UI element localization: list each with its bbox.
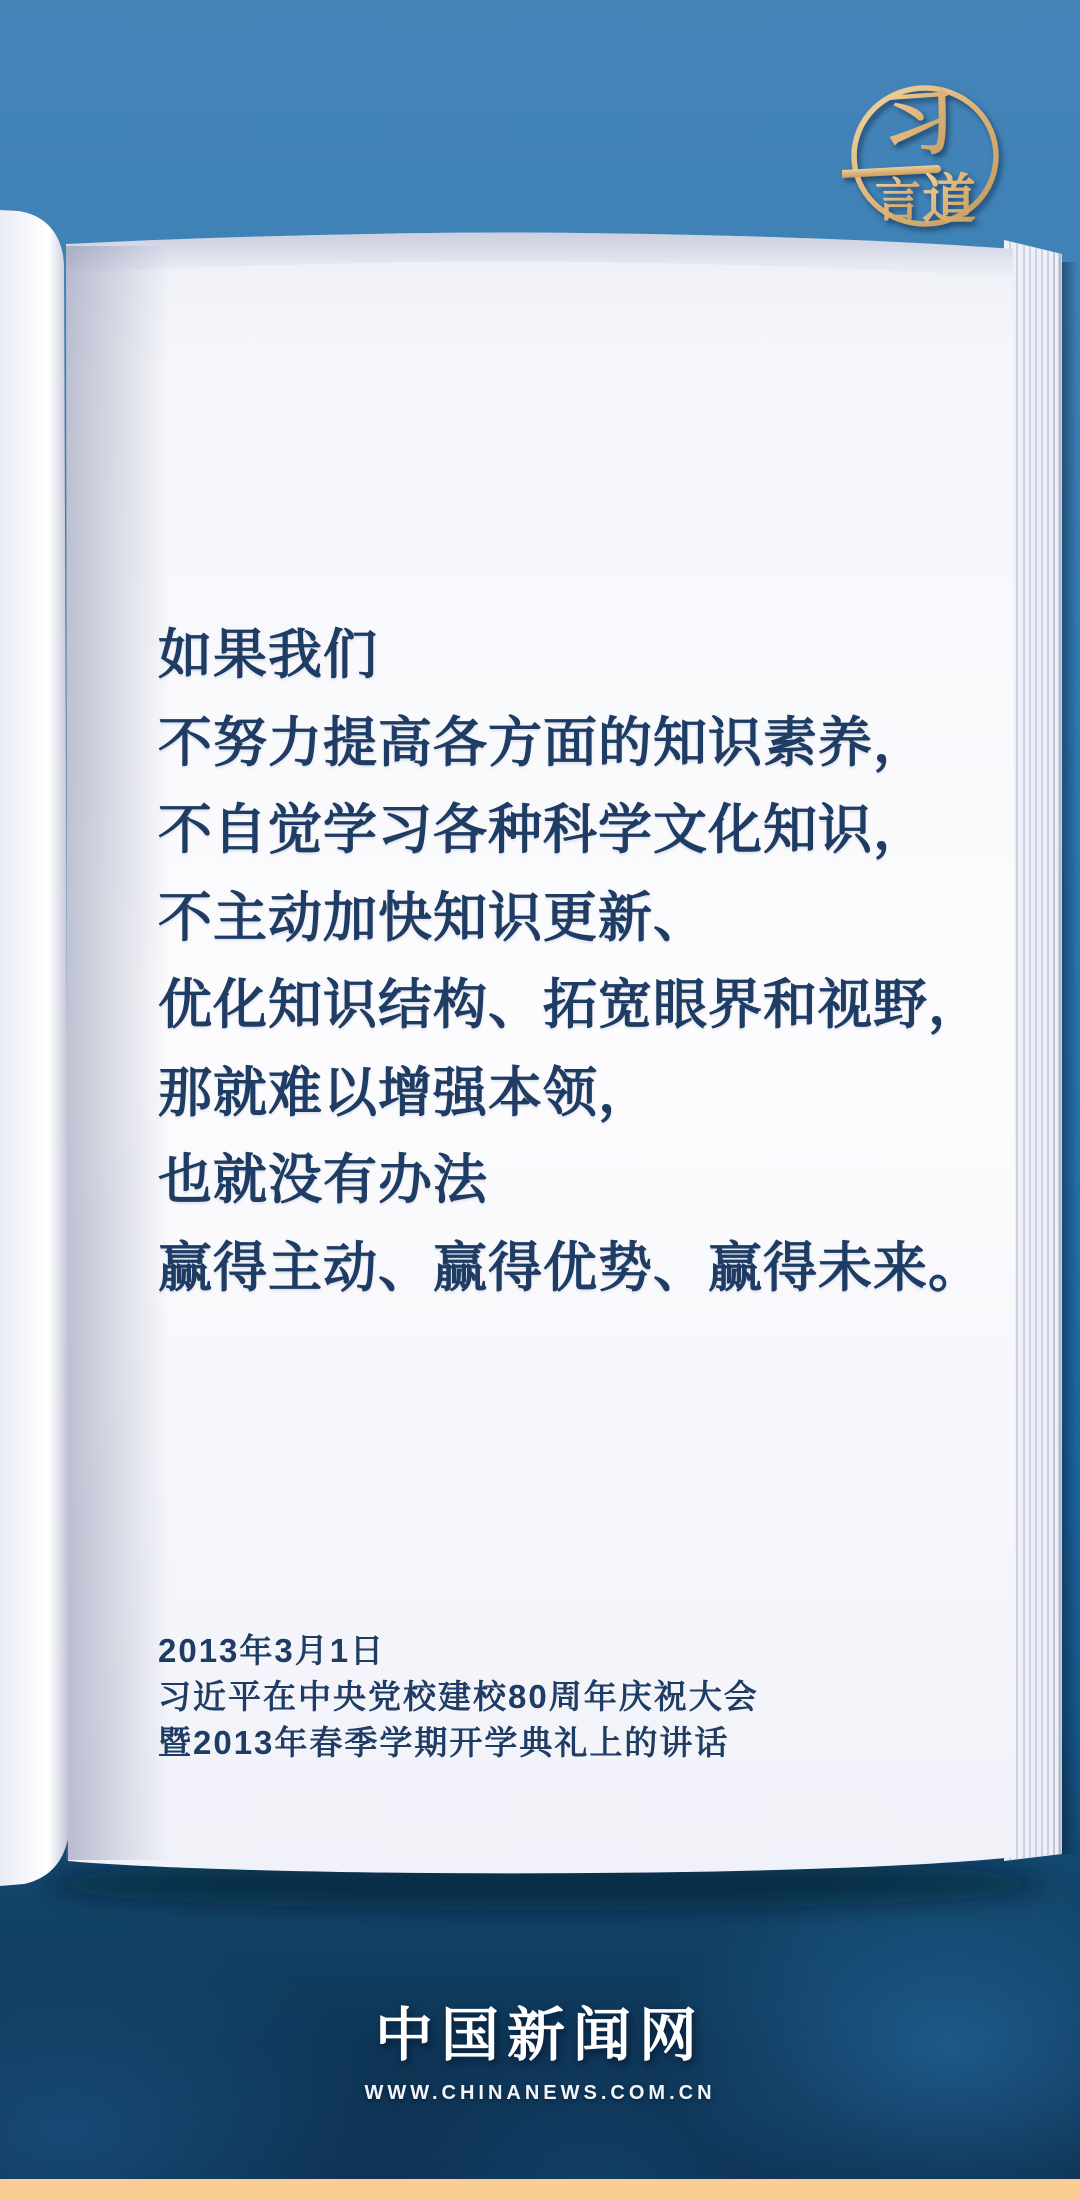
xi-yan-dao-seal-icon [842, 76, 1014, 248]
footer [0, 1988, 1080, 2105]
seal-char-yan: 言 [875, 173, 921, 227]
quote-block [158, 612, 998, 1312]
chinanews-url: WWW.CHINANEWS.COM.CN [364, 2082, 716, 2104]
seal-char-xi: 习 [879, 77, 958, 168]
quote-line: 优化知识结构、拓宽眼界和视野， [158, 975, 983, 1035]
quote-line: 不主动加快知识更新、 [158, 887, 708, 948]
quote-line: 不努力提高各方面的知识素养， [158, 712, 928, 773]
quote-line: 如果我们 [158, 625, 378, 685]
chinanews-logo: 中国新闻网 [374, 2001, 705, 2069]
quote-line: 不自觉学习各种科学文化知识， [158, 800, 928, 860]
quote-line: 那就难以增强本领， [158, 1062, 653, 1123]
quote-line: 也就没有办法 [158, 1150, 488, 1210]
attribution-source-line-1: 习近平在中央党校建校80周年庆祝大会 [158, 1678, 759, 1715]
attribution-source-line-2: 暨2013年春季学期开学典礼上的讲话 [158, 1724, 730, 1761]
bottom-accent-bar [0, 2179, 1080, 2200]
seal-char-dao: 道 [922, 167, 976, 231]
page-curl-left [0, 210, 70, 1886]
quote-line: 赢得主动、赢得优势、赢得未来。 [158, 1237, 983, 1298]
attribution-block [158, 1628, 918, 1766]
attribution-date: 2013年3月1日 [158, 1632, 386, 1669]
